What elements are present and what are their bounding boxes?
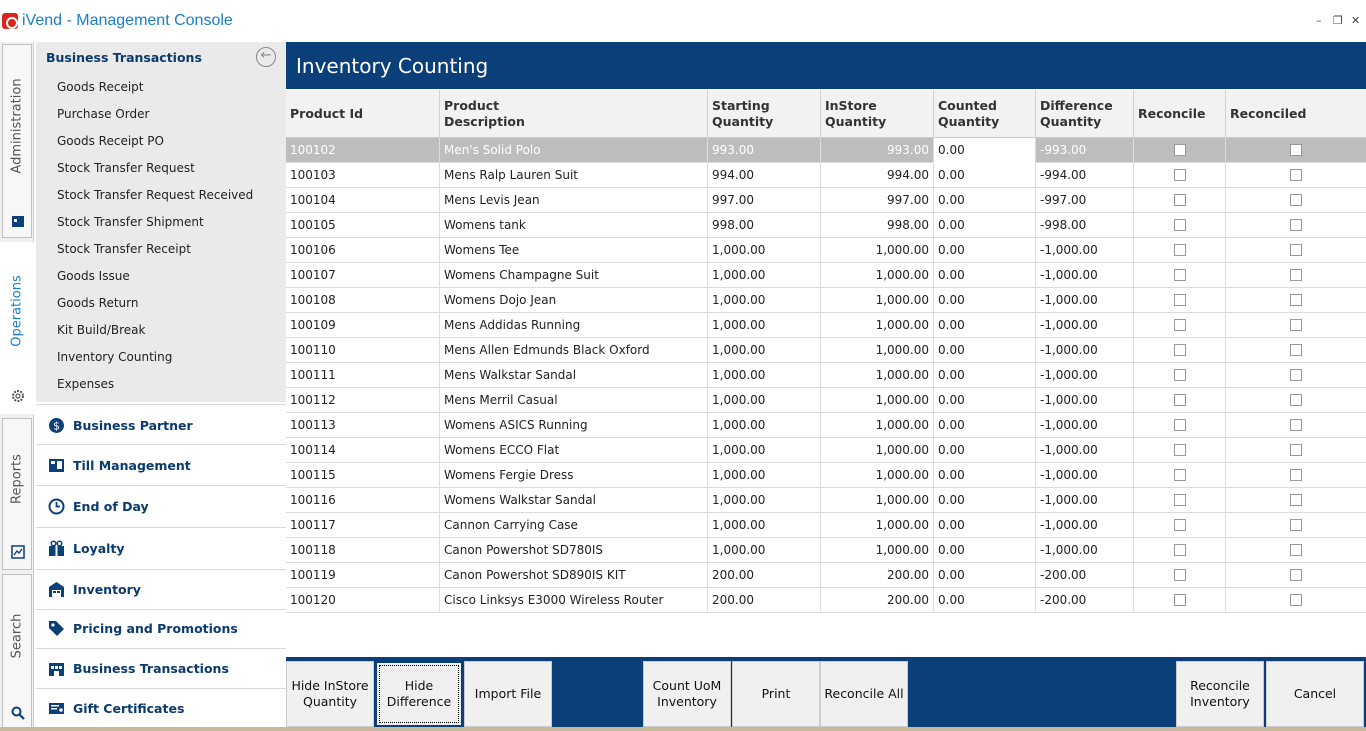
cell-reconciled — [1226, 538, 1366, 563]
cell-starting-quantity: 1,000.00 — [708, 313, 821, 338]
submenu-item-goods-receipt-po[interactable]: Goods Receipt PO — [57, 134, 164, 148]
vertical-tab-strip — [0, 42, 34, 731]
cell-instore-quantity: 998.00 — [821, 213, 934, 238]
tab-administration[interactable]: Administration — [2, 44, 32, 238]
cell-instore-quantity: 1,000.00 — [821, 288, 934, 313]
cancel-button[interactable]: Cancel — [1266, 661, 1364, 727]
reconcile-checkbox[interactable] — [1174, 244, 1186, 256]
tag-icon — [48, 620, 65, 637]
cell-starting-quantity: 1,000.00 — [708, 388, 821, 413]
clock-icon — [48, 498, 65, 515]
window-title: iVend - Management Console — [22, 12, 233, 29]
cell-reconcile — [1134, 263, 1226, 288]
cell-reconciled — [1226, 388, 1366, 413]
reconcile-checkbox[interactable] — [1174, 519, 1186, 531]
cell-product-description: Womens Champagne Suit — [440, 263, 708, 288]
table-row[interactable] — [286, 363, 1366, 388]
cell-counted-quantity[interactable]: 0.00 — [934, 413, 1036, 438]
cell-reconciled — [1226, 338, 1366, 363]
cell-product-id: 100114 — [286, 438, 440, 463]
reconciled-checkbox[interactable] — [1290, 169, 1302, 181]
store-icon — [48, 660, 65, 677]
submenu-item-kit-build-break[interactable]: Kit Build/Break — [57, 323, 146, 337]
submenu-item-expenses[interactable]: Expenses — [57, 377, 115, 391]
cell-counted-quantity[interactable]: 0.00 — [934, 263, 1036, 288]
cell-counted-quantity[interactable]: 0.00 — [934, 163, 1036, 188]
cell-reconcile — [1134, 163, 1226, 188]
cell-product-id: 100111 — [286, 363, 440, 388]
reconcile-checkbox[interactable] — [1174, 444, 1186, 456]
minimize-button[interactable]: – — [1316, 14, 1322, 27]
module-business-transactions[interactable]: Business Transactions — [36, 648, 286, 688]
certificate-icon — [48, 700, 65, 717]
tab-reports[interactable]: Reports — [2, 418, 32, 570]
cell-starting-quantity: 1,000.00 — [708, 538, 821, 563]
hide-difference-button[interactable]: Hide Difference — [375, 661, 463, 727]
cell-reconcile — [1134, 413, 1226, 438]
reconcile-checkbox[interactable] — [1174, 269, 1186, 281]
cell-difference-quantity: -1,000.00 — [1036, 438, 1134, 463]
table-row[interactable] — [286, 288, 1366, 313]
reconcile-checkbox[interactable] — [1174, 344, 1186, 356]
cell-reconcile — [1134, 538, 1226, 563]
hide-instore-quantity-button[interactable]: Hide InStore Quantity — [286, 661, 374, 727]
reconcile-checkbox[interactable] — [1174, 319, 1186, 331]
cell-product-id: 100113 — [286, 413, 440, 438]
module-inventory[interactable]: Inventory — [36, 569, 286, 609]
cell-counted-quantity[interactable]: 0.00 — [934, 563, 1036, 588]
table-row[interactable] — [286, 388, 1366, 413]
cell-product-description: Mens Addidas Running — [440, 313, 708, 338]
reconcile-checkbox[interactable] — [1174, 469, 1186, 481]
cell-difference-quantity: -1,000.00 — [1036, 413, 1134, 438]
cell-counted-quantity[interactable]: 0.00 — [934, 238, 1036, 263]
submenu-item-inventory-counting[interactable]: Inventory Counting — [57, 350, 173, 364]
table-row[interactable] — [286, 438, 1366, 463]
column-header-reconcile[interactable]: Reconcile — [1134, 90, 1226, 138]
cell-difference-quantity: -1,000.00 — [1036, 363, 1134, 388]
cell-product-description: Mens Allen Edmunds Black Oxford — [440, 338, 708, 363]
column-header-product-id[interactable]: Product Id — [286, 90, 440, 138]
cell-difference-quantity: -1,000.00 — [1036, 338, 1134, 363]
reconcile-checkbox[interactable] — [1174, 494, 1186, 506]
cell-instore-quantity: 993.00 — [821, 138, 934, 163]
cell-starting-quantity: 998.00 — [708, 213, 821, 238]
reconcile-checkbox[interactable] — [1174, 369, 1186, 381]
reconcile-checkbox[interactable] — [1174, 144, 1186, 156]
cell-reconciled — [1226, 138, 1366, 163]
cell-starting-quantity: 1,000.00 — [708, 413, 821, 438]
cell-starting-quantity: 1,000.00 — [708, 263, 821, 288]
cell-counted-quantity[interactable]: 0.00 — [934, 213, 1036, 238]
cell-product-description: Cannon Carrying Case — [440, 513, 708, 538]
cell-product-id: 100119 — [286, 563, 440, 588]
table-row[interactable] — [286, 513, 1366, 538]
cell-difference-quantity: -1,000.00 — [1036, 288, 1134, 313]
cell-difference-quantity: -1,000.00 — [1036, 488, 1134, 513]
cell-product-description: Men's Solid Polo — [440, 138, 708, 163]
cell-difference-quantity: -994.00 — [1036, 163, 1134, 188]
submenu-item-stock-transfer-request[interactable]: Stock Transfer Request — [57, 161, 195, 175]
cell-product-id: 100110 — [286, 338, 440, 363]
cell-product-description: Canon Powershot SD890IS KIT — [440, 563, 708, 588]
reconciled-checkbox[interactable] — [1290, 269, 1302, 281]
cell-reconciled — [1226, 563, 1366, 588]
cell-difference-quantity: -1,000.00 — [1036, 388, 1134, 413]
cell-reconciled — [1226, 263, 1366, 288]
main-panel — [286, 42, 1366, 731]
cell-reconcile — [1134, 588, 1226, 613]
cell-product-id: 100117 — [286, 513, 440, 538]
module-gift-certificates[interactable]: Gift Certificates — [36, 688, 286, 726]
cell-reconcile — [1134, 213, 1226, 238]
cell-difference-quantity: -1,000.00 — [1036, 313, 1134, 338]
cell-reconcile — [1134, 463, 1226, 488]
cell-reconcile — [1134, 563, 1226, 588]
table-row[interactable] — [286, 488, 1366, 513]
cell-product-id: 100105 — [286, 213, 440, 238]
cell-product-description: Mens Merril Casual — [440, 388, 708, 413]
reconciled-checkbox[interactable] — [1290, 444, 1302, 456]
cell-counted-quantity[interactable]: 0.00 — [934, 338, 1036, 363]
table-row[interactable] — [286, 138, 1366, 163]
cell-starting-quantity: 1,000.00 — [708, 488, 821, 513]
cell-reconcile — [1134, 438, 1226, 463]
cell-difference-quantity: -200.00 — [1036, 588, 1134, 613]
cell-difference-quantity: -1,000.00 — [1036, 263, 1134, 288]
print-button[interactable]: Print — [732, 661, 820, 727]
reconciled-checkbox[interactable] — [1290, 569, 1302, 581]
cell-instore-quantity: 1,000.00 — [821, 488, 934, 513]
cell-product-description: Mens Levis Jean — [440, 188, 708, 213]
cell-starting-quantity: 1,000.00 — [708, 363, 821, 388]
cell-reconciled — [1226, 188, 1366, 213]
cell-product-description: Mens Walkstar Sandal — [440, 363, 708, 388]
cell-counted-quantity[interactable]: 0.00 — [934, 588, 1036, 613]
cell-reconciled — [1226, 163, 1366, 188]
cell-difference-quantity: -998.00 — [1036, 213, 1134, 238]
cell-counted-quantity[interactable]: 0.00 — [934, 538, 1036, 563]
cell-instore-quantity: 1,000.00 — [821, 388, 934, 413]
submenu-item-goods-receipt[interactable]: Goods Receipt — [57, 80, 144, 94]
reconciled-checkbox[interactable] — [1290, 394, 1302, 406]
cell-counted-quantity[interactable]: 0.00 — [934, 388, 1036, 413]
cell-starting-quantity: 1,000.00 — [708, 288, 821, 313]
cell-reconciled — [1226, 438, 1366, 463]
cell-product-id: 100109 — [286, 313, 440, 338]
cell-difference-quantity: -993.00 — [1036, 138, 1134, 163]
cell-starting-quantity: 997.00 — [708, 188, 821, 213]
reconciled-checkbox[interactable] — [1290, 594, 1302, 606]
reconciled-checkbox[interactable] — [1290, 369, 1302, 381]
reconcile-checkbox[interactable] — [1174, 194, 1186, 206]
reconcile-checkbox[interactable] — [1174, 219, 1186, 231]
page-header — [286, 42, 1366, 89]
table-row[interactable] — [286, 538, 1366, 563]
table-row[interactable] — [286, 213, 1366, 238]
cell-reconciled — [1226, 213, 1366, 238]
cell-instore-quantity: 1,000.00 — [821, 513, 934, 538]
reconciled-checkbox[interactable] — [1290, 294, 1302, 306]
import-file-button[interactable]: Import File — [464, 661, 552, 727]
reconcile-checkbox[interactable] — [1174, 594, 1186, 606]
module-till-management[interactable]: Till Management — [36, 444, 286, 485]
cell-starting-quantity: 1,000.00 — [708, 338, 821, 363]
submenu-list — [36, 72, 286, 402]
table-row[interactable] — [286, 188, 1366, 213]
cell-reconciled — [1226, 313, 1366, 338]
tab-operations[interactable]: Operations — [0, 242, 34, 414]
cell-instore-quantity: 1,000.00 — [821, 238, 934, 263]
table-row[interactable] — [286, 338, 1366, 363]
cell-starting-quantity: 1,000.00 — [708, 513, 821, 538]
cell-instore-quantity: 997.00 — [821, 188, 934, 213]
cell-product-id: 100108 — [286, 288, 440, 313]
cell-reconciled — [1226, 238, 1366, 263]
cell-counted-quantity[interactable]: 0.00 — [934, 188, 1036, 213]
cell-difference-quantity: -1,000.00 — [1036, 238, 1134, 263]
cell-product-id: 100118 — [286, 538, 440, 563]
cell-product-description: Womens Dojo Jean — [440, 288, 708, 313]
cell-counted-quantity[interactable]: 0.00 — [934, 463, 1036, 488]
restore-button[interactable]: ❐ — [1333, 14, 1343, 27]
reconciled-checkbox[interactable] — [1290, 544, 1302, 556]
register-icon — [48, 457, 65, 474]
cell-reconciled — [1226, 288, 1366, 313]
cell-product-id: 100102 — [286, 138, 440, 163]
svg-text:$: $ — [53, 419, 60, 433]
cell-starting-quantity: 1,000.00 — [708, 238, 821, 263]
cell-reconcile — [1134, 188, 1226, 213]
column-header-product-description[interactable]: Product Description — [440, 90, 708, 138]
table-row[interactable] — [286, 413, 1366, 438]
cell-product-id: 100107 — [286, 263, 440, 288]
navigation-pane — [36, 42, 286, 731]
nav-section-title: Business Transactions — [46, 50, 202, 65]
dollar-icon — [48, 417, 65, 434]
cell-product-id: 100112 — [286, 388, 440, 413]
cell-counted-quantity[interactable]: 0.00 — [934, 363, 1036, 388]
cell-instore-quantity: 994.00 — [821, 163, 934, 188]
cell-product-id: 100103 — [286, 163, 440, 188]
reconciled-checkbox[interactable] — [1290, 219, 1302, 231]
reconcile-all-button[interactable]: Reconcile All — [820, 661, 908, 727]
reconciled-checkbox[interactable] — [1290, 244, 1302, 256]
cell-reconcile — [1134, 513, 1226, 538]
cell-reconcile — [1134, 288, 1226, 313]
cell-starting-quantity: 994.00 — [708, 163, 821, 188]
page-title: Inventory Counting — [296, 54, 489, 78]
submenu-item-stock-transfer-request-received[interactable]: Stock Transfer Request Received — [57, 188, 254, 202]
cell-reconcile — [1134, 313, 1226, 338]
cell-reconcile — [1134, 363, 1226, 388]
cell-product-id: 100116 — [286, 488, 440, 513]
column-header-counted-quantity[interactable]: Counted Quantity — [934, 90, 1036, 138]
ivend-logo-icon — [2, 13, 18, 29]
cell-product-description: Womens ASICS Running — [440, 413, 708, 438]
cell-instore-quantity: 1,000.00 — [821, 438, 934, 463]
cell-starting-quantity: 993.00 — [708, 138, 821, 163]
module-loyalty[interactable]: Loyalty — [36, 527, 286, 569]
cell-product-description: Womens tank — [440, 213, 708, 238]
table-row[interactable] — [286, 163, 1366, 188]
column-header-difference-quantity[interactable]: Difference Quantity — [1036, 90, 1134, 138]
table-row[interactable] — [286, 263, 1366, 288]
cell-counted-quantity[interactable]: 0.00 — [934, 313, 1036, 338]
module-business-partner[interactable]: $ Business Partner — [36, 404, 286, 444]
cell-starting-quantity: 1,000.00 — [708, 438, 821, 463]
table-row[interactable] — [286, 313, 1366, 338]
cell-product-id: 100120 — [286, 588, 440, 613]
admin-icon — [11, 214, 25, 228]
column-header-reconciled[interactable]: Reconciled — [1230, 106, 1307, 121]
reconciled-checkbox[interactable] — [1290, 194, 1302, 206]
cell-product-description: Womens Walkstar Sandal — [440, 488, 708, 513]
title-bar — [0, 0, 1366, 42]
cell-product-description: Cisco Linksys E3000 Wireless Router — [440, 588, 708, 613]
cell-difference-quantity: -1,000.00 — [1036, 463, 1134, 488]
reconcile-checkbox[interactable] — [1174, 169, 1186, 181]
cell-starting-quantity: 200.00 — [708, 588, 821, 613]
cell-reconciled — [1226, 588, 1366, 613]
cell-reconciled — [1226, 488, 1366, 513]
cell-difference-quantity: -997.00 — [1036, 188, 1134, 213]
warehouse-icon — [48, 581, 65, 598]
cell-instore-quantity: 1,000.00 — [821, 413, 934, 438]
gift-icon — [48, 540, 65, 557]
cell-instore-quantity: 1,000.00 — [821, 363, 934, 388]
cell-starting-quantity: 1,000.00 — [708, 463, 821, 488]
cell-reconcile — [1134, 488, 1226, 513]
reconciled-checkbox[interactable] — [1290, 469, 1302, 481]
submenu-item-stock-transfer-shipment[interactable]: Stock Transfer Shipment — [57, 215, 204, 229]
submenu-item-goods-return[interactable]: Goods Return — [57, 296, 139, 310]
cell-instore-quantity: 1,000.00 — [821, 263, 934, 288]
cell-reconcile — [1134, 388, 1226, 413]
reconciled-checkbox[interactable] — [1290, 419, 1302, 431]
cell-counted-quantity[interactable]: 0.00 — [934, 488, 1036, 513]
reconciled-checkbox[interactable] — [1290, 319, 1302, 331]
cell-starting-quantity: 200.00 — [708, 563, 821, 588]
grid-header — [286, 90, 1366, 138]
action-toolbar — [286, 657, 1366, 731]
module-pricing-and-promotions[interactable]: Pricing and Promotions — [36, 609, 286, 648]
cell-product-description: Womens Fergie Dress — [440, 463, 708, 488]
module-end-of-day[interactable]: End of Day — [36, 485, 286, 527]
cell-counted-quantity[interactable]: 0.00 — [934, 513, 1036, 538]
table-row[interactable] — [286, 238, 1366, 263]
table-row[interactable] — [286, 563, 1366, 588]
reconcile-inventory-button[interactable]: Reconcile Inventory — [1176, 661, 1264, 727]
table-row[interactable] — [286, 463, 1366, 488]
cell-reconcile — [1134, 238, 1226, 263]
cell-counted-quantity[interactable]: 0.00 — [934, 438, 1036, 463]
close-button[interactable]: ✕ — [1351, 14, 1361, 27]
reports-icon — [11, 545, 25, 559]
submenu-item-goods-issue[interactable]: Goods Issue — [57, 269, 130, 283]
reconciled-checkbox[interactable] — [1290, 519, 1302, 531]
column-header-starting-quantity[interactable]: Starting Quantity — [708, 90, 821, 138]
cell-product-id: 100115 — [286, 463, 440, 488]
cell-instore-quantity: 1,000.00 — [821, 538, 934, 563]
cell-difference-quantity: -1,000.00 — [1036, 538, 1134, 563]
cell-instore-quantity: 1,000.00 — [821, 338, 934, 363]
cell-difference-quantity: -200.00 — [1036, 563, 1134, 588]
cell-product-id: 100104 — [286, 188, 440, 213]
cell-instore-quantity: 200.00 — [821, 563, 934, 588]
search-icon — [11, 706, 25, 720]
nav-section-header — [36, 42, 286, 72]
tab-search[interactable]: Search — [2, 574, 32, 729]
cell-difference-quantity: -1,000.00 — [1036, 513, 1134, 538]
cell-counted-quantity[interactable]: 0.00 — [934, 288, 1036, 313]
cell-reconciled — [1226, 463, 1366, 488]
reconciled-checkbox[interactable] — [1290, 344, 1302, 356]
cell-product-description: Womens ECCO Flat — [440, 438, 708, 463]
reconcile-checkbox[interactable] — [1174, 419, 1186, 431]
cell-counted-quantity[interactable]: 0.00 — [934, 138, 1036, 163]
reconcile-checkbox[interactable] — [1174, 544, 1186, 556]
back-arrow-icon[interactable]: ← — [256, 47, 276, 67]
submenu-item-stock-transfer-receipt[interactable]: Stock Transfer Receipt — [57, 242, 191, 256]
cell-reconciled — [1226, 513, 1366, 538]
reconcile-checkbox[interactable] — [1174, 294, 1186, 306]
count-uom-inventory-button[interactable]: Count UoM Inventory — [643, 661, 731, 727]
cell-instore-quantity: 1,000.00 — [821, 313, 934, 338]
column-header-instore-quantity[interactable]: InStore Quantity — [821, 90, 934, 138]
cell-reconciled — [1226, 413, 1366, 438]
table-row[interactable] — [286, 588, 1366, 613]
reconciled-checkbox[interactable] — [1290, 144, 1302, 156]
reconciled-checkbox[interactable] — [1290, 494, 1302, 506]
cell-reconcile — [1134, 338, 1226, 363]
cell-instore-quantity: 200.00 — [821, 588, 934, 613]
cell-reconciled — [1226, 363, 1366, 388]
reconcile-checkbox[interactable] — [1174, 394, 1186, 406]
cell-reconcile — [1134, 138, 1226, 163]
reconcile-checkbox[interactable] — [1174, 569, 1186, 581]
submenu-item-purchase-order[interactable]: Purchase Order — [57, 107, 150, 121]
cell-product-description: Womens Tee — [440, 238, 708, 263]
cell-product-id: 100106 — [286, 238, 440, 263]
gear-icon — [11, 389, 25, 403]
cell-instore-quantity: 1,000.00 — [821, 463, 934, 488]
cell-product-description: Canon Powershot SD780IS — [440, 538, 708, 563]
cell-product-description: Mens Ralp Lauren Suit — [440, 163, 708, 188]
taskbar-edge — [0, 727, 1366, 731]
